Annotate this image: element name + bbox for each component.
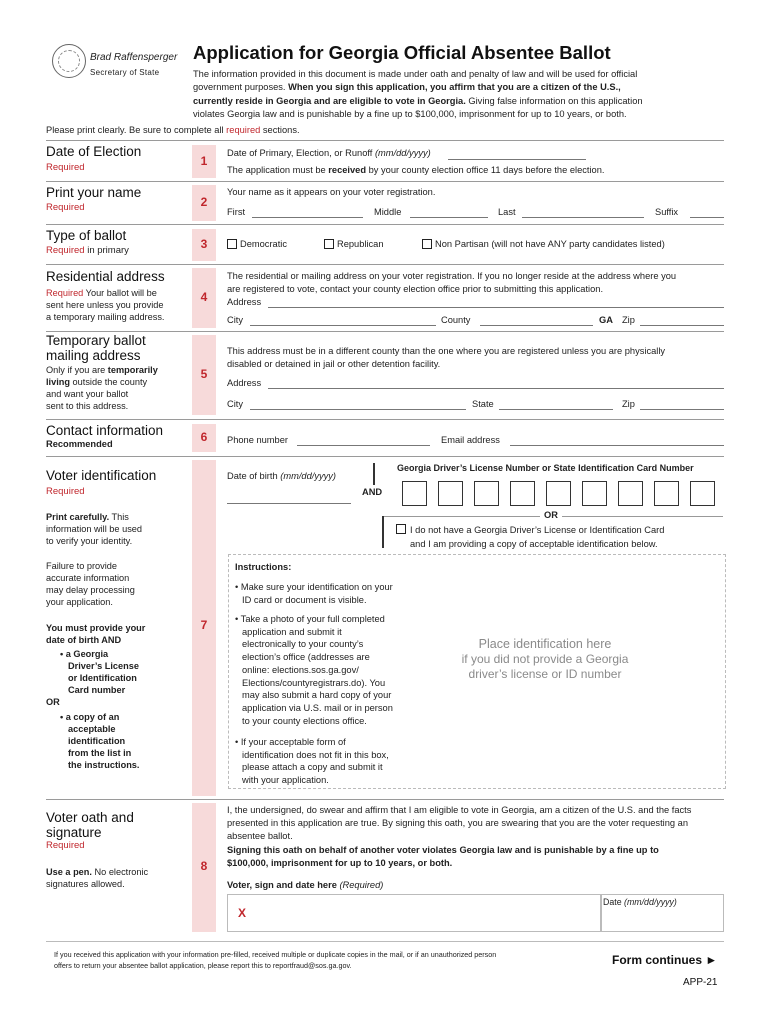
- suffix-label: Suffix: [655, 207, 679, 217]
- form-continues: Form continues ►: [612, 953, 718, 967]
- print-carefully-note: Print carefully. This information will be used to verify your identity.: [46, 512, 143, 546]
- section-3-required: Required in primary: [46, 245, 129, 256]
- email-label: Email address: [441, 435, 500, 445]
- residential-address-input[interactable]: [268, 307, 724, 308]
- temporary-zip-input[interactable]: [640, 409, 724, 410]
- or-label: OR: [46, 697, 60, 707]
- temporary-city-label: City: [227, 399, 244, 409]
- temporary-address-label: Address: [227, 378, 262, 388]
- phone-input[interactable]: [297, 445, 430, 446]
- failure-note: Failure to provide accurate information may delay processing your application.: [46, 561, 135, 607]
- middle-name-label: Middle: [374, 207, 402, 217]
- temporary-address-input[interactable]: [268, 388, 724, 389]
- city-label: City: [227, 315, 244, 325]
- temporary-state-label: State: [472, 399, 494, 409]
- address-label: Address: [227, 297, 262, 307]
- dob-label: Date of birth (mm/dd/yyyy): [227, 471, 337, 481]
- divider: [46, 331, 724, 332]
- last-name-input[interactable]: [522, 217, 644, 218]
- divider: [46, 419, 724, 420]
- signature-box[interactable]: [227, 894, 602, 932]
- signature-date-label: Date (mm/dd/yyyy): [603, 897, 677, 907]
- divider: [46, 799, 724, 800]
- secretary-name: Brad Raffensperger: [90, 52, 178, 63]
- democratic-checkbox[interactable]: [227, 239, 237, 249]
- suffix-input[interactable]: [690, 217, 724, 218]
- email-input[interactable]: [510, 445, 724, 446]
- residential-zip-input[interactable]: [640, 325, 724, 326]
- section-5-number: 5: [192, 335, 216, 415]
- middle-name-input[interactable]: [410, 217, 488, 218]
- secretary-title: Secretary of State: [90, 68, 160, 77]
- dl-option: • a Georgia Driver’s License or Identification Card number: [60, 649, 139, 695]
- first-name-label: First: [227, 207, 246, 217]
- temporary-zip-label: Zip: [622, 399, 635, 409]
- dob-input[interactable]: [227, 503, 351, 504]
- section-7-number: 7: [192, 460, 216, 796]
- or-connector: [382, 516, 384, 548]
- nonpartisan-label: Non Partisan (will not have ANY party candidates listed): [435, 239, 665, 249]
- section-1-title: Date of Election: [46, 144, 142, 159]
- sign-label: Voter, sign and date here (Required): [227, 880, 384, 890]
- dl-digit-9[interactable]: [690, 481, 715, 506]
- divider: [46, 456, 724, 457]
- intro-text: The information provided in this document is made under oath and penalty of law and will be used for official government purposes. When you sign this application, you affirm that you are a citizen of the U.S., currently reside in Georgia and are eligible to vote in Georgia. Giving false information on this application violates Georgia law and is punishable by a fine up to $100,000, imprisonment for up to 10 years, or both.: [193, 69, 643, 119]
- divider: [46, 941, 724, 942]
- section-7-required: Required: [46, 486, 85, 497]
- oath-warning: Signing this oath on behalf of another voter violates Georgia law and is punishable by a fine up to $100,000, imprisonment for up to 10 years, or both.: [227, 845, 659, 868]
- section-6-recommended: Recommended: [46, 439, 113, 449]
- section-7-title: Voter identification: [46, 468, 157, 483]
- and-label: AND: [362, 487, 383, 497]
- section-2-required: Required: [46, 202, 85, 213]
- state-ga: GA: [599, 315, 613, 325]
- election-date-input[interactable]: [448, 159, 586, 160]
- dl-digit-8[interactable]: [654, 481, 679, 506]
- section-1-number: 1: [192, 145, 216, 178]
- section-3-title: Type of ballot: [46, 228, 127, 243]
- form-code: APP-21: [683, 977, 718, 988]
- first-name-input[interactable]: [252, 217, 363, 218]
- section-8-number: 8: [192, 803, 216, 932]
- residential-city-input[interactable]: [250, 325, 436, 326]
- zip-label: Zip: [622, 315, 635, 325]
- and-connector: [373, 463, 375, 485]
- section-6-number: 6: [192, 424, 216, 452]
- must-provide-note: You must provide your date of birth AND: [46, 623, 146, 645]
- georgia-seal-icon: [52, 44, 86, 78]
- dl-digit-2[interactable]: [438, 481, 463, 506]
- use-pen-note: Use a pen. No electronic signatures allowed.: [46, 867, 149, 889]
- dl-number-label: Georgia Driver’s License Number or State Identification Card Number: [397, 463, 694, 473]
- divider: [46, 181, 724, 182]
- election-date-note: The application must be received by your county election office 11 days before the election.: [227, 165, 605, 175]
- phone-label: Phone number: [227, 435, 288, 445]
- last-name-label: Last: [498, 207, 516, 217]
- temporary-address-text: This address must be in a different county than the one where you are registered unless you are physically disabled or detained in jail or other detention facility.: [227, 346, 666, 369]
- divider: [46, 224, 724, 225]
- residential-address-text: The residential or mailing address on your voter registration. If you no longer reside at the address where you are registered to vote, contact your county election office prior to submitting this application.: [227, 271, 677, 294]
- print-clearly-note: Please print clearly. Be sure to complete all required sections.: [46, 125, 300, 135]
- section-1-required: Required: [46, 162, 85, 173]
- nonpartisan-checkbox[interactable]: [422, 239, 432, 249]
- section-3-number: 3: [192, 229, 216, 261]
- section-4-number: 4: [192, 268, 216, 328]
- place-id-here-text: Place identification here if you did not provide a Georgia driver’s license or ID number: [461, 637, 629, 681]
- instruction-3: • If your acceptable form of identification does not fit in this box, please attach a copy and submit it with your application.: [235, 737, 389, 786]
- temporary-city-input[interactable]: [250, 409, 466, 410]
- page-title: Application for Georgia Official Absentee Ballot: [193, 42, 611, 63]
- or-separator: OR: [540, 510, 562, 520]
- instructions-title: Instructions:: [235, 562, 292, 572]
- dl-digit-3[interactable]: [474, 481, 499, 506]
- section-8-title: Voter oath and signature: [46, 810, 134, 840]
- section-6-title: Contact information: [46, 423, 164, 438]
- no-dl-label: I do not have a Georgia Driver’s License or Identification Card and I am providing a copy of acceptable identification below.: [410, 525, 665, 549]
- temporary-state-input[interactable]: [499, 409, 613, 410]
- signature-x-mark: X: [238, 906, 247, 920]
- section-2-title: Print your name: [46, 185, 142, 200]
- divider: [46, 264, 724, 265]
- section-4-title: Residential address: [46, 269, 165, 284]
- residential-county-input[interactable]: [480, 325, 593, 326]
- dl-digit-6[interactable]: [582, 481, 607, 506]
- election-date-label: Date of Primary, Election, or Runoff (mm/dd/yyyy): [227, 148, 431, 158]
- dl-digit-7[interactable]: [618, 481, 643, 506]
- section-5-title: Temporary ballot mailing address: [46, 333, 146, 363]
- republican-checkbox[interactable]: [324, 239, 334, 249]
- instruction-1: • Make sure your identification on your ID card or document is visible.: [235, 582, 393, 605]
- republican-label: Republican: [337, 239, 384, 249]
- fraud-notice: If you received this application with your information pre-filled, received multiple or duplicate copies in the mail, or if an unauthorized person offers to return your absentee ballot application, please report this to reportfraud@sos.ga.gov.: [54, 950, 497, 970]
- dl-digit-4[interactable]: [510, 481, 535, 506]
- dl-digit-5[interactable]: [546, 481, 571, 506]
- section-4-note: Required Your ballot will be sent here unless you provide a temporary mailing address.: [46, 288, 165, 322]
- section-2-number: 2: [192, 185, 216, 221]
- dl-digit-1[interactable]: [402, 481, 427, 506]
- oath-text: I, the undersigned, do swear and affirm that I am eligible to vote in Georgia, am a citizen of the U.S. and the facts presented in this application are true. By signing this oath, you are swearing that you are the voter requesting an absentee ballot.: [227, 805, 692, 842]
- section-5-note: Only if you are temporarily living outside the county and want your ballot sent to this address.: [46, 365, 158, 411]
- divider: [46, 140, 724, 141]
- democratic-label: Democratic: [240, 239, 288, 249]
- id-copy-option: • a copy of an acceptable identification from the list in the instructions.: [60, 712, 140, 770]
- no-dl-checkbox[interactable]: [396, 524, 406, 534]
- instruction-2: • Take a photo of your full completed application and submit it electronically to your county’s election’s office (addresses are online: elections.sos.ga.gov/ Elections/countyregistrars.do). You may also submit a hard copy of your application via U.S. mail or in person to your county elections office.: [235, 614, 393, 726]
- name-label: Your name as it appears on your voter registration.: [227, 187, 436, 197]
- section-8-required: Required: [46, 840, 85, 851]
- county-label: County: [441, 315, 471, 325]
